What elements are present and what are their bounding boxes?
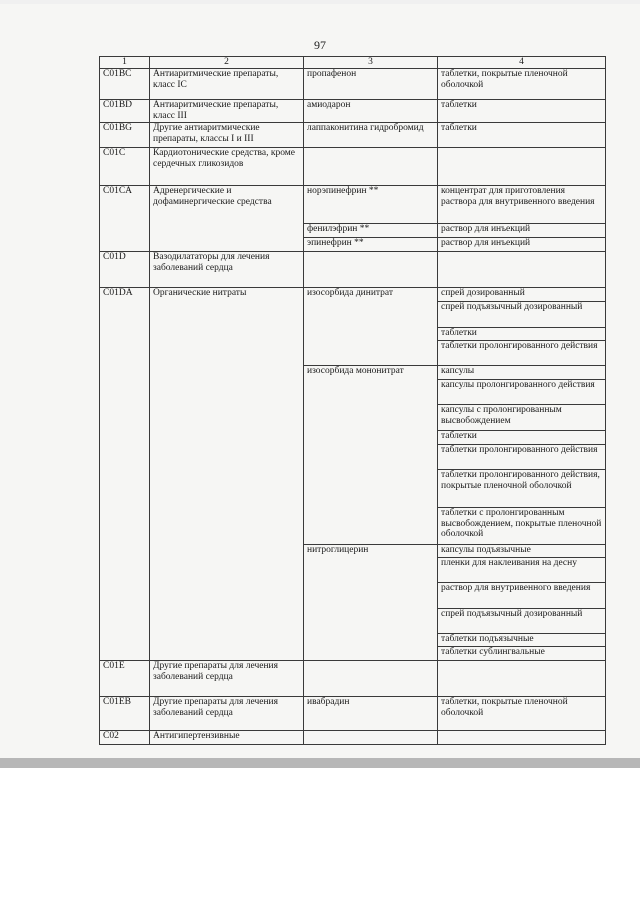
dosage-form-cell: таблетки пролонгированного действия: [438, 341, 606, 366]
drug-name-cell: изосорбида мононитрат: [304, 366, 438, 545]
table-row: [100, 69, 606, 100]
dosage-form-cell: раствор для внутривенного введения: [438, 583, 606, 609]
table-row: [100, 731, 606, 745]
dosage-form-cell: концентрат для приготовления раствора для внутривенного введения: [438, 186, 606, 224]
dosage-form-cell: раствор для инъекций: [438, 224, 606, 238]
column-header: 3: [304, 57, 438, 69]
dosage-form-cell: таблетки пролонгированного действия, покрытые пленочной оболочкой: [438, 470, 606, 508]
drug-name-cell: амиодарон: [304, 100, 438, 123]
scanned-page: [0, 4, 640, 758]
drug-name-cell: эпинефрин **: [304, 238, 438, 252]
dosage-form-cell: [438, 252, 606, 288]
drug-name-cell: лаппаконитина гидробромид: [304, 123, 438, 148]
dosage-form-cell: пленки для наклеивания на десну: [438, 558, 606, 583]
table-row: [100, 186, 606, 224]
scan-border: [0, 758, 640, 768]
dosage-form-cell: таблетки: [438, 123, 606, 148]
dosage-form-cell: раствор для инъекций: [438, 238, 606, 252]
dosage-form-cell: таблетки: [438, 328, 606, 341]
column-header: 2: [150, 57, 304, 69]
drug-table: [99, 56, 606, 745]
table-row: [100, 288, 606, 302]
page-number: 97: [314, 38, 326, 52]
dosage-form-cell: таблетки пролонгированного действия: [438, 445, 606, 470]
group-name-cell: Антиаритмические препараты, класс III: [150, 100, 304, 123]
group-name-cell: Другие препараты для лечения заболеваний сердца: [150, 697, 304, 731]
drug-name-cell: норэпинефрин **: [304, 186, 438, 224]
group-name-cell: Вазодилататоры для лечения заболеваний сердца: [150, 252, 304, 288]
dosage-form-cell: капсулы пролонгированного действия: [438, 380, 606, 405]
dosage-form-cell: таблетки: [438, 431, 606, 445]
dosage-form-cell: таблетки подъязычные: [438, 634, 606, 647]
drug-name-cell: [304, 731, 438, 745]
drug-name-cell: [304, 252, 438, 288]
drug-name-cell: фенилэфрин **: [304, 224, 438, 238]
table-row: [100, 100, 606, 123]
drug-name-cell: ивабрадин: [304, 697, 438, 731]
drug-name-cell: [304, 148, 438, 186]
atc-code-cell: C01CA: [100, 186, 150, 252]
table-row: [100, 148, 606, 186]
atc-code-cell: C01EB: [100, 697, 150, 731]
atc-code-cell: C01C: [100, 148, 150, 186]
table-body: [100, 69, 606, 745]
group-name-cell: Адренергические и дофаминергические средства: [150, 186, 304, 252]
dosage-form-cell: спрей подъязычный дозированный: [438, 302, 606, 328]
column-header: 1: [100, 57, 150, 69]
dosage-form-cell: капсулы с пролонгированным высвобождением: [438, 405, 606, 431]
table-row: [100, 697, 606, 731]
table-row: [100, 661, 606, 697]
drug-name-cell: [304, 661, 438, 697]
atc-code-cell: C01BG: [100, 123, 150, 148]
drug-name-cell: пропафенон: [304, 69, 438, 100]
dosage-form-cell: [438, 731, 606, 745]
atc-code-cell: C01BC: [100, 69, 150, 100]
dosage-form-cell: спрей подъязычный дозированный: [438, 609, 606, 634]
group-name-cell: Другие препараты для лечения заболеваний сердца: [150, 661, 304, 697]
atc-code-cell: C01D: [100, 252, 150, 288]
dosage-form-cell: спрей дозированный: [438, 288, 606, 302]
dosage-form-cell: капсулы: [438, 366, 606, 380]
group-name-cell: Кардиотонические средства, кроме сердечных гликозидов: [150, 148, 304, 186]
blank-margin: [0, 768, 640, 905]
column-header: 4: [438, 57, 606, 69]
table-row: [100, 123, 606, 148]
group-name-cell: Антигипертензивные: [150, 731, 304, 745]
dosage-form-cell: таблетки с пролонгированным высвобождением, покрытые пленочной оболочкой: [438, 508, 606, 545]
dosage-form-cell: таблетки: [438, 100, 606, 123]
dosage-form-cell: таблетки, покрытые пленочной оболочкой: [438, 697, 606, 731]
group-name-cell: Другие антиаритмические препараты, классы I и III: [150, 123, 304, 148]
dosage-form-cell: [438, 661, 606, 697]
table-header-row: [100, 57, 606, 69]
drug-name-cell: нитроглицерин: [304, 545, 438, 661]
group-name-cell: Антиаритмические препараты, класс IC: [150, 69, 304, 100]
atc-code-cell: C01E: [100, 661, 150, 697]
dosage-form-cell: [438, 148, 606, 186]
drug-name-cell: изосорбида динитрат: [304, 288, 438, 366]
atc-code-cell: C01BD: [100, 100, 150, 123]
dosage-form-cell: таблетки сублингвальные: [438, 647, 606, 661]
atc-code-cell: C01DA: [100, 288, 150, 661]
dosage-form-cell: таблетки, покрытые пленочной оболочкой: [438, 69, 606, 100]
table-row: [100, 252, 606, 288]
dosage-form-cell: капсулы подъязычные: [438, 545, 606, 558]
atc-code-cell: C02: [100, 731, 150, 745]
group-name-cell: Органические нитраты: [150, 288, 304, 661]
